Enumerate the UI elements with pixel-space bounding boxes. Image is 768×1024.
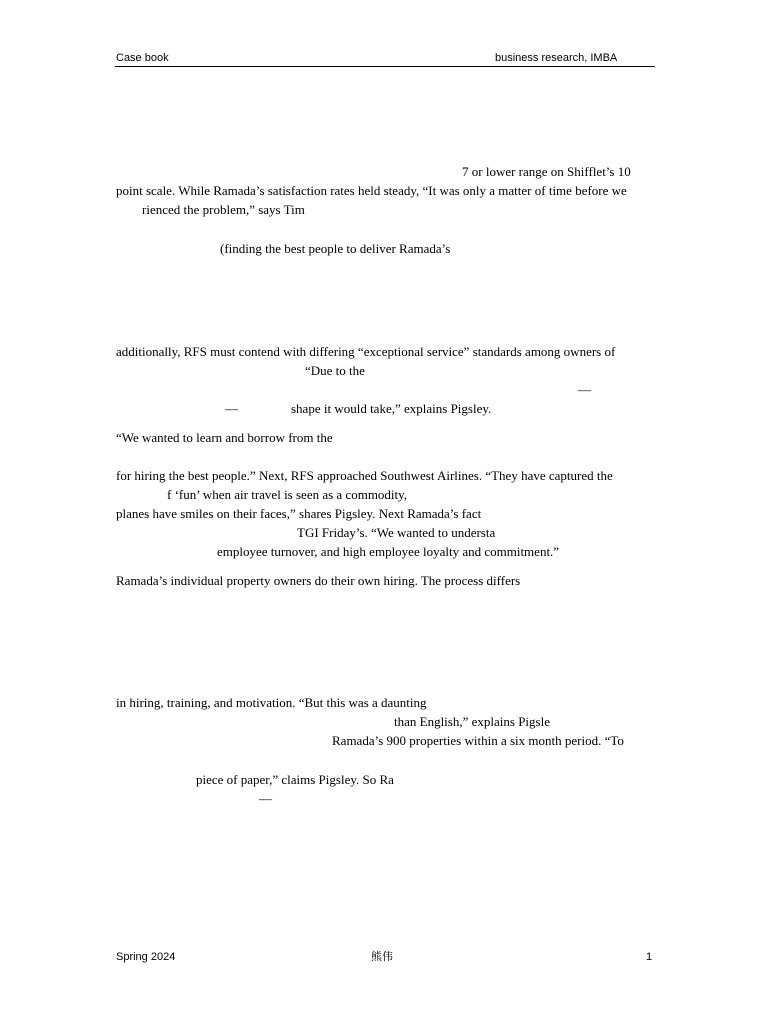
body-line: additionally, RFS must contend with differing “exceptional service” standards among owners of (116, 344, 616, 359)
body-line: — (225, 401, 238, 416)
body-line: in hiring, training, and motivation. “But this was a daunting (116, 695, 427, 710)
body-line: “We wanted to learn and borrow from the (116, 430, 333, 445)
body-line: 7 or lower range on Shifflet’s 10 (462, 164, 631, 179)
header-right: business research, IMBA (495, 52, 618, 64)
header-rule (115, 66, 655, 67)
body-line: employee turnover, and high employee loyalty and commitment.” (217, 544, 560, 559)
body-line: for hiring the best people.” Next, RFS approached Southwest Airlines. “They have captured the (116, 468, 613, 483)
header-left: Case book (116, 52, 169, 64)
body-line: — (259, 791, 272, 806)
page-number: 1 (646, 951, 653, 963)
body-line: Ramada’s 900 properties within a six month period. “To (332, 733, 624, 748)
footer-left: Spring 2024 (116, 951, 176, 963)
footer-center: 熊伟 (371, 951, 393, 963)
body-line: point scale. While Ramada’s satisfaction rates held steady, “It was only a matter of time before we (116, 183, 627, 198)
body-line: Ramada’s individual property owners do their own hiring. The process differs (116, 573, 521, 588)
body-line: — (578, 382, 591, 397)
body-line: TGI Friday’s. “We wanted to understa (297, 525, 496, 540)
body-line: “Due to the (305, 363, 365, 378)
body-line: (finding the best people to deliver Ramada’s (220, 241, 451, 256)
body-line: rienced the problem,” says Tim (142, 202, 305, 217)
body-line: shape it would take,” explains Pigsley. (291, 401, 492, 416)
body-line: than English,” explains Pigsle (394, 714, 550, 729)
body-line: f ‘fun’ when air travel is seen as a commodity, (167, 487, 408, 502)
body-line: piece of paper,” claims Pigsley. So Ra (196, 772, 394, 787)
body-line: planes have smiles on their faces,” shares Pigsley. Next Ramada’s fact (116, 506, 482, 521)
